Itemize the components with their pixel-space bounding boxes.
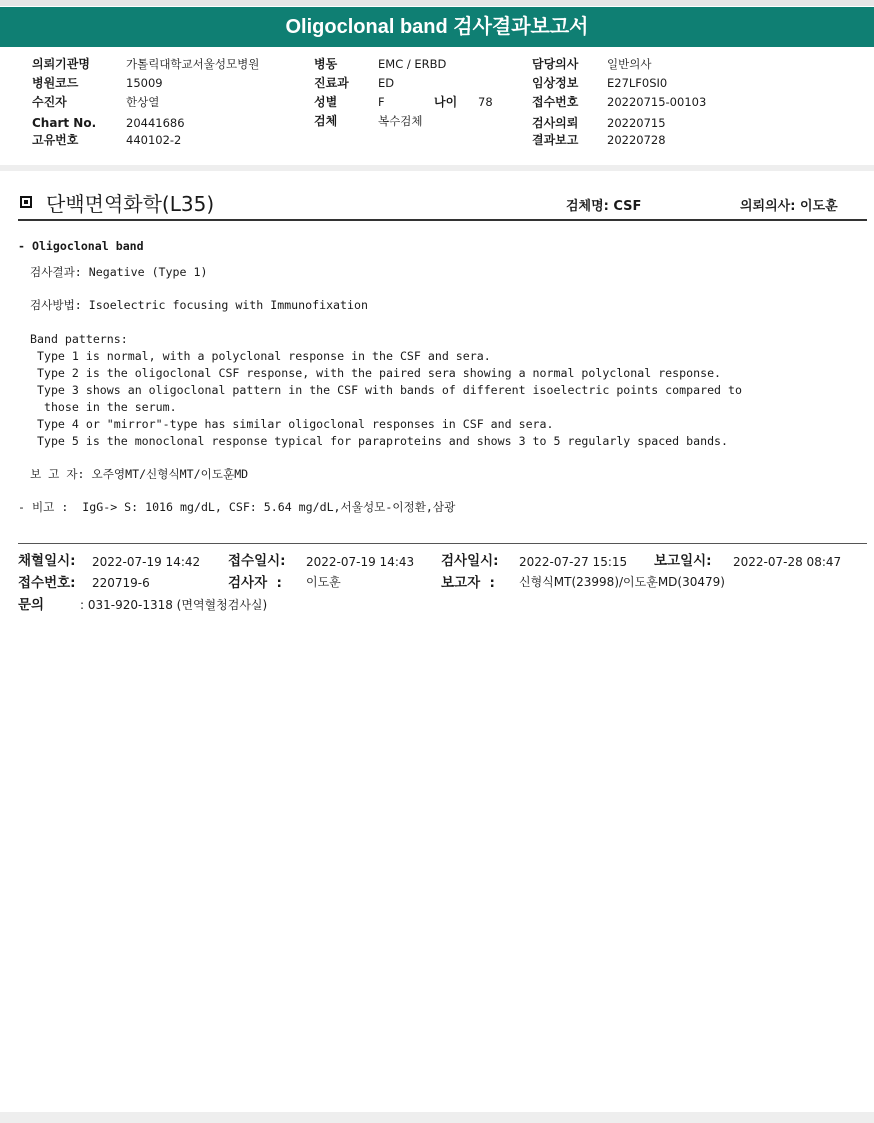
dept-label: 진료과 (314, 76, 349, 90)
patient-value: 한상열 (126, 95, 160, 109)
band-pattern-line: Type 1 is normal, with a polyclonal response in the CSF and sera. (30, 349, 491, 363)
ward-value: EMC / ERBD (378, 57, 447, 71)
patient-label: 수진자 (32, 95, 67, 109)
reception-no-value: 20220715-00103 (607, 95, 707, 109)
recno-label: 접수번호: (18, 575, 76, 591)
tester-label: 검사자 : (228, 575, 282, 591)
doctor-value: 일반의사 (607, 57, 652, 71)
section-doctor: 의뢰의사: 이도훈 (740, 199, 838, 214)
test-date-label: 검사일시: (441, 553, 499, 569)
sex-value: F (378, 95, 385, 109)
institution-value: 가톨릭대학교서울성모병원 (126, 57, 260, 71)
collect-label: 채혈일시: (18, 553, 76, 569)
band-pattern-line: those in the serum. (30, 400, 177, 414)
chart-no-value: 20441686 (126, 116, 185, 130)
report-date-value: 2022-07-28 08:47 (733, 555, 842, 569)
test-name: - Oligoclonal band (18, 239, 144, 253)
age-label: 나이 (434, 95, 458, 109)
reporters-line: 보 고 자: 오주영MT/신형식MT/이도훈MD (30, 467, 249, 481)
header-divider (0, 165, 874, 171)
hospital-code-value: 15009 (126, 76, 163, 90)
dept-value: ED (378, 76, 395, 90)
contact-value: : 031-920-1318 (면역혈청검사실) (80, 598, 268, 612)
top-border (0, 0, 874, 6)
test-result: 검사결과: Negative (Type 1) (30, 265, 208, 279)
report-date-label: 보고일시: (654, 553, 712, 569)
clinical-info-label: 임상정보 (532, 76, 579, 90)
section-square-icon (20, 196, 32, 208)
reception-no-label: 접수번호 (532, 95, 579, 109)
report-title: Oligoclonal band 검사결과보고서 (0, 7, 874, 47)
band-pattern-line: Type 5 is the monoclonal response typical for paraproteins and shows 3 to 5 regularly spaced bands. (30, 434, 729, 448)
section-title: 단백면역화학(L35) (46, 192, 215, 216)
chart-no-label: Chart No. (32, 116, 97, 130)
specimen-label: 검체 (314, 114, 338, 128)
institution-label: 의뢰기관명 (32, 57, 90, 71)
receive-label: 접수일시: (228, 553, 286, 569)
contact-label: 문의 (18, 597, 45, 613)
footer-divider (18, 543, 867, 544)
section-underline (18, 219, 867, 221)
unique-no-label: 고유번호 (32, 133, 79, 147)
remark-line: - 비고 : IgG-> S: 1016 mg/dL, CSF: 5.64 mg/dL,서울성모-이정환,삼광 (18, 500, 456, 514)
recno-value: 220719-6 (92, 576, 150, 590)
clinical-info-value: E27LF0SI0 (607, 76, 668, 90)
sex-label: 성별 (314, 95, 338, 109)
test-method: 검사방법: Isoelectric focusing with Immunofixation (30, 298, 368, 312)
bottom-border (0, 1112, 874, 1123)
unique-no-value: 440102-2 (126, 133, 182, 147)
band-pattern-line: Type 2 is the oligoclonal CSF response, with the paired sera showing a normal polyclonal response. (30, 366, 722, 380)
age-value: 78 (478, 95, 493, 109)
request-date-label: 검사의뢰 (532, 116, 579, 130)
reporter-value: 신형식MT(23998)/이도훈MD(30479) (519, 575, 725, 589)
doctor-label: 담당의사 (532, 57, 579, 71)
collect-value: 2022-07-19 14:42 (92, 555, 201, 569)
section-specimen: 검체명: CSF (566, 199, 642, 214)
band-patterns-heading: Band patterns: (30, 332, 128, 346)
result-date-label: 결과보고 (532, 133, 579, 147)
receive-value: 2022-07-19 14:43 (306, 555, 415, 569)
request-date-value: 20220715 (607, 116, 666, 130)
test-date-value: 2022-07-27 15:15 (519, 555, 628, 569)
band-pattern-line: Type 3 shows an oligoclonal pattern in the CSF with bands of different isoelectric points compared to (30, 383, 742, 397)
ward-label: 병동 (314, 57, 338, 71)
band-pattern-line: Type 4 or "mirror"-type has similar oligoclonal responses in CSF and sera. (30, 417, 554, 431)
tester-value: 이도훈 (306, 575, 341, 589)
reporter-label: 보고자 : (441, 575, 495, 591)
specimen-value: 복수검체 (378, 114, 423, 128)
result-date-value: 20220728 (607, 133, 666, 147)
hospital-code-label: 병원코드 (32, 76, 79, 90)
